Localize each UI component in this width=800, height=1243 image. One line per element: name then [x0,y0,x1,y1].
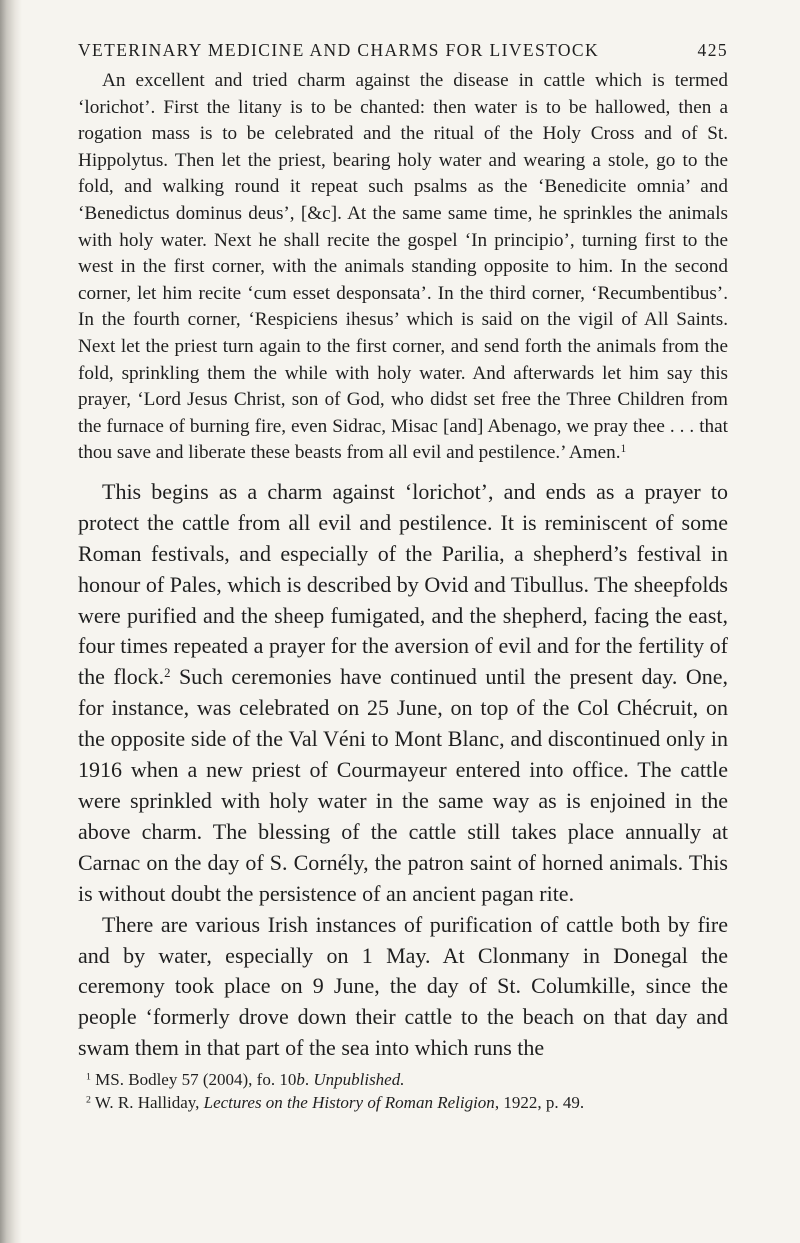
footnote-1 [78,1068,728,1091]
footnote-1-text-b: . [304,1070,314,1090]
charm-text: An excellent and tried charm against the disease in cattle which is termed ‘lorichot’. First the litany is to be chanted: then water is to be hallowed, then a rogation mass is to be celebrated and the ritual of the Holy Cross and of St. Hippolytus. Then let the priest, bearing holy water and wearing a stole, go to the fold, and walking round it repeat such psalms as the ‘Benedicite omnia’ and ‘Benedictus dominus deus’, [&c]. At the same same time, he sprinkles the animals with holy water. Next he shall recite the gospel ‘In principio’, turning first to the west in the first corner, with the animals standing opposite to him. In the second corner, let him recite ‘cum esset desponsata’. In the third corner, ‘Recumbentibus’. In the fourth corner, ‘Respiciens ihesus’ which is said on the vigil of All Saints. Next let the priest turn again to the first corner, and send forth the animals from the fold, sprinkling them the while with holy water. And afterwards let him say this prayer, ‘Lord Jesus Christ, son of God, who didst set free the Three Children from the furnace of burning fire, even Sidrac, Misac [and] Abenago, we pray thee . . . that thou save and liberate these beasts from all evil and pestilence.’ Amen. [78,70,728,464]
commentary-text-b: Such ceremonies have continued until the present day. One, for instance, was celebrated on 25 June, on top of the Col Chécruit, on the opposite side of the Val Véni to Mont Blanc, and discontinued only in 1916 when a new priest of Courmayeur entered into office. The cattle were sprinkled with holy water in the same way as is enjoined in the above charm. The blessing of the cattle still takes place annually at Carnac on the day of S. Cornély, the patron saint of horned animals. This is without doubt the persistence of an ancient pagan rite. [78,664,728,906]
footnote-2-number: 2 [86,1094,91,1106]
irish-instances-text: There are various Irish instances of purification of cattle both by fire and by water, especially on 1 May. At Clonmany in Donegal the ceremony took place on 9 June, the day of St. Columkille, since the people ‘formerly drove down their cattle to the beach on that day and swam them in that part of the sea into which runs the [78,911,728,1061]
commentary-paragraph-2 [78,910,728,1065]
binding-gutter-shadow [0,0,22,1243]
footnote-1-text: MS. Bodley 57 (2004), fo. 10 [95,1070,297,1090]
charm-translation-paragraph [78,68,728,467]
footnote-2-book-title: Lectures on the History of Roman Religion [203,1093,495,1113]
running-title: VETERINARY MEDICINE AND CHARMS FOR LIVESTOCK [78,40,600,60]
commentary-paragraph-1 [78,477,728,910]
footnote-1-italic-note: Unpublished. [313,1070,405,1090]
page-number: 425 [697,40,728,60]
footnote-2-text: W. R. Halliday, [94,1093,204,1113]
footnote-1-italic-folio: b [296,1070,305,1090]
footnote-2 [78,1091,728,1114]
running-head [78,38,728,62]
footnote-ref-2: 2 [164,666,171,681]
footnote-ref-1: 1 [620,443,627,456]
footnote-2-text-b: , 1922, p. 49. [494,1093,585,1113]
book-page [78,38,728,1114]
commentary-block [78,477,728,1064]
footnotes [78,1068,728,1114]
commentary-text-a: This begins as a charm against ‘lorichot’, and ends as a prayer to protect the cattle from all evil and pestilence. It is reminiscent of some Roman festivals, and especially of the Parilia, a shepherd’s festival in honour of Pales, which is described by Ovid and Tibullus. The sheepfolds were purified and the sheep fumigated, and the shepherd, facing the east, four times repeated a prayer for the aversion of evil and for the fertility of the flock. [78,478,728,690]
footnote-1-number: 1 [86,1071,91,1083]
